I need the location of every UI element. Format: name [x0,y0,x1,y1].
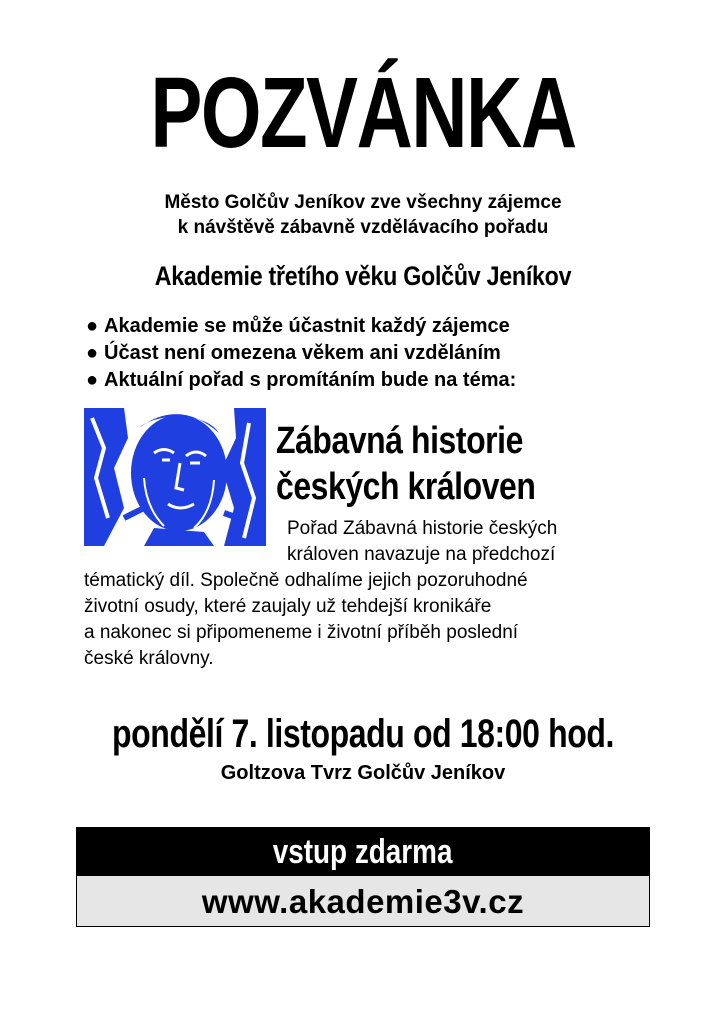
bullet-icon: ● [86,315,99,337]
bullet-item [86,340,516,367]
website-link[interactable]: www.akademie3v.cz [77,876,649,926]
bullet-item [86,367,516,394]
bullet-text: Akademie se může účastnit každý zájemce [104,315,510,337]
intro-line-2: k návštěvě zábavně vzdělávacího pořadu [177,217,549,238]
bullet-item [86,313,516,340]
info-bullet-list [86,313,516,394]
free-entry-text: vstup zdarma [273,833,453,871]
description-line-1: Pořad Zábavná historie českých [287,518,558,539]
queen-statue-photo [84,408,266,546]
bullet-text: Aktuální pořad s promítáním bude na téma: [104,369,517,391]
lecture-topic [276,418,535,510]
queen-statue-image [84,408,266,546]
bullet-icon: ● [86,369,99,391]
description-line-2: královen navazuje na předchozí [287,544,556,565]
description-line-4: životní osudy, které zaujaly už tehdejší kronikáře [84,596,492,617]
intro-text [0,190,726,240]
event-series-title: Akademie třetího věku Golčův Jeníkov [154,261,572,291]
free-entry-banner [77,828,649,876]
lecture-description-bottom [84,568,528,672]
info-box [76,827,650,927]
poster-title: POZVÁNKA [150,57,576,169]
lecture-topic-line-1: Zábavná historie [276,420,523,462]
event-date: pondělí 7. listopadu od 18:00 hod. [112,712,615,756]
intro-line-1: Město Golčův Jeníkov zve všechny zájemce [164,192,562,213]
bullet-icon: ● [86,342,99,364]
lecture-topic-line-2: českých královen [276,466,536,508]
lecture-description-top [287,516,557,568]
description-line-5: a nakonec si připomeneme i životní příběh poslední [84,622,519,643]
bullet-text: Účast není omezena věkem ani vzděláním [104,342,501,364]
description-line-3: tématický díl. Společně odhalíme jejich pozoruhodné [84,570,528,591]
event-venue: Goltzova Tvrz Golčův Jeníkov [220,762,506,784]
description-line-6: české královny. [84,648,214,669]
